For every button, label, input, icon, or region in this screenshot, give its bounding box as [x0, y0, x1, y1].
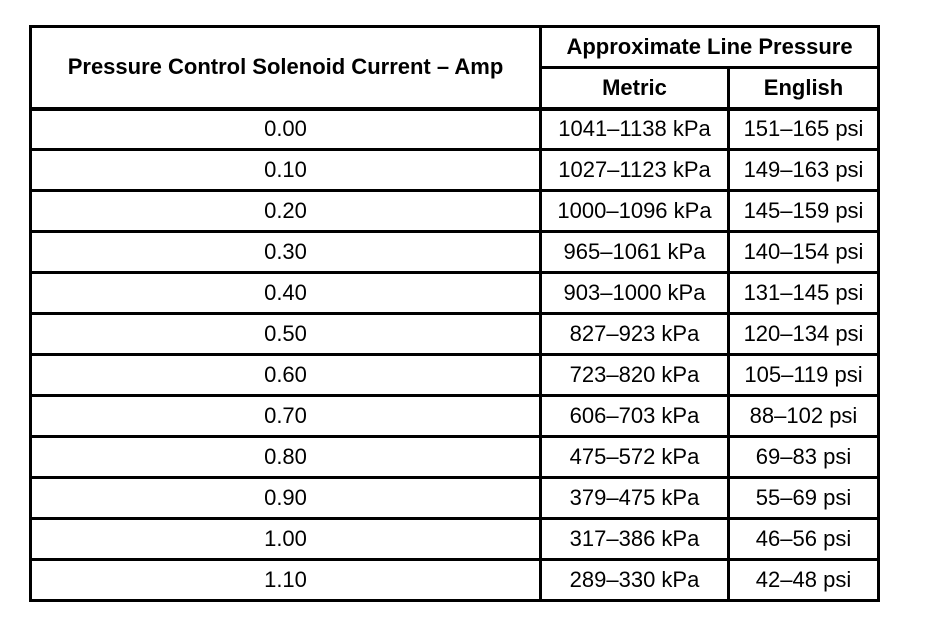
table-row — [31, 232, 879, 273]
table-body — [31, 109, 879, 601]
table-header — [31, 27, 879, 109]
current-cell: 0.80 — [31, 437, 541, 478]
current-cell: 0.40 — [31, 273, 541, 314]
current-cell: 0.50 — [31, 314, 541, 355]
metric-cell: 1027–1123 kPa — [541, 150, 729, 191]
english-cell: 42–48 psi — [729, 560, 879, 601]
metric-column-header: Metric — [541, 68, 729, 109]
metric-cell: 965–1061 kPa — [541, 232, 729, 273]
english-cell: 55–69 psi — [729, 478, 879, 519]
table-row — [31, 109, 879, 150]
metric-cell: 379–475 kPa — [541, 478, 729, 519]
metric-cell: 475–572 kPa — [541, 437, 729, 478]
metric-cell: 317–386 kPa — [541, 519, 729, 560]
table-row — [31, 519, 879, 560]
table-row — [31, 191, 879, 232]
metric-cell: 903–1000 kPa — [541, 273, 729, 314]
english-cell: 151–165 psi — [729, 109, 879, 150]
english-cell: 120–134 psi — [729, 314, 879, 355]
english-cell: 105–119 psi — [729, 355, 879, 396]
english-cell: 149–163 psi — [729, 150, 879, 191]
current-cell: 0.00 — [31, 109, 541, 150]
metric-cell: 1041–1138 kPa — [541, 109, 729, 150]
current-cell: 0.20 — [31, 191, 541, 232]
english-cell: 145–159 psi — [729, 191, 879, 232]
line-pressure-table — [29, 25, 880, 602]
current-cell: 0.10 — [31, 150, 541, 191]
table-row — [31, 150, 879, 191]
metric-cell: 1000–1096 kPa — [541, 191, 729, 232]
table-row — [31, 478, 879, 519]
english-cell: 46–56 psi — [729, 519, 879, 560]
table-row — [31, 355, 879, 396]
header-row-top — [31, 27, 879, 68]
current-cell: 1.10 — [31, 560, 541, 601]
table-row — [31, 396, 879, 437]
metric-cell: 827–923 kPa — [541, 314, 729, 355]
current-cell: 1.00 — [31, 519, 541, 560]
english-cell: 88–102 psi — [729, 396, 879, 437]
metric-cell: 723–820 kPa — [541, 355, 729, 396]
current-cell: 0.70 — [31, 396, 541, 437]
metric-cell: 606–703 kPa — [541, 396, 729, 437]
line-pressure-group-header: Approximate Line Pressure — [541, 27, 879, 68]
english-column-header: English — [729, 68, 879, 109]
current-column-header: Pressure Control Solenoid Current – Amp — [31, 27, 541, 109]
table-row — [31, 437, 879, 478]
current-cell: 0.90 — [31, 478, 541, 519]
metric-cell: 289–330 kPa — [541, 560, 729, 601]
english-cell: 69–83 psi — [729, 437, 879, 478]
current-cell: 0.60 — [31, 355, 541, 396]
table-row — [31, 314, 879, 355]
table-row — [31, 560, 879, 601]
table-row — [31, 273, 879, 314]
english-cell: 131–145 psi — [729, 273, 879, 314]
current-cell: 0.30 — [31, 232, 541, 273]
english-cell: 140–154 psi — [729, 232, 879, 273]
